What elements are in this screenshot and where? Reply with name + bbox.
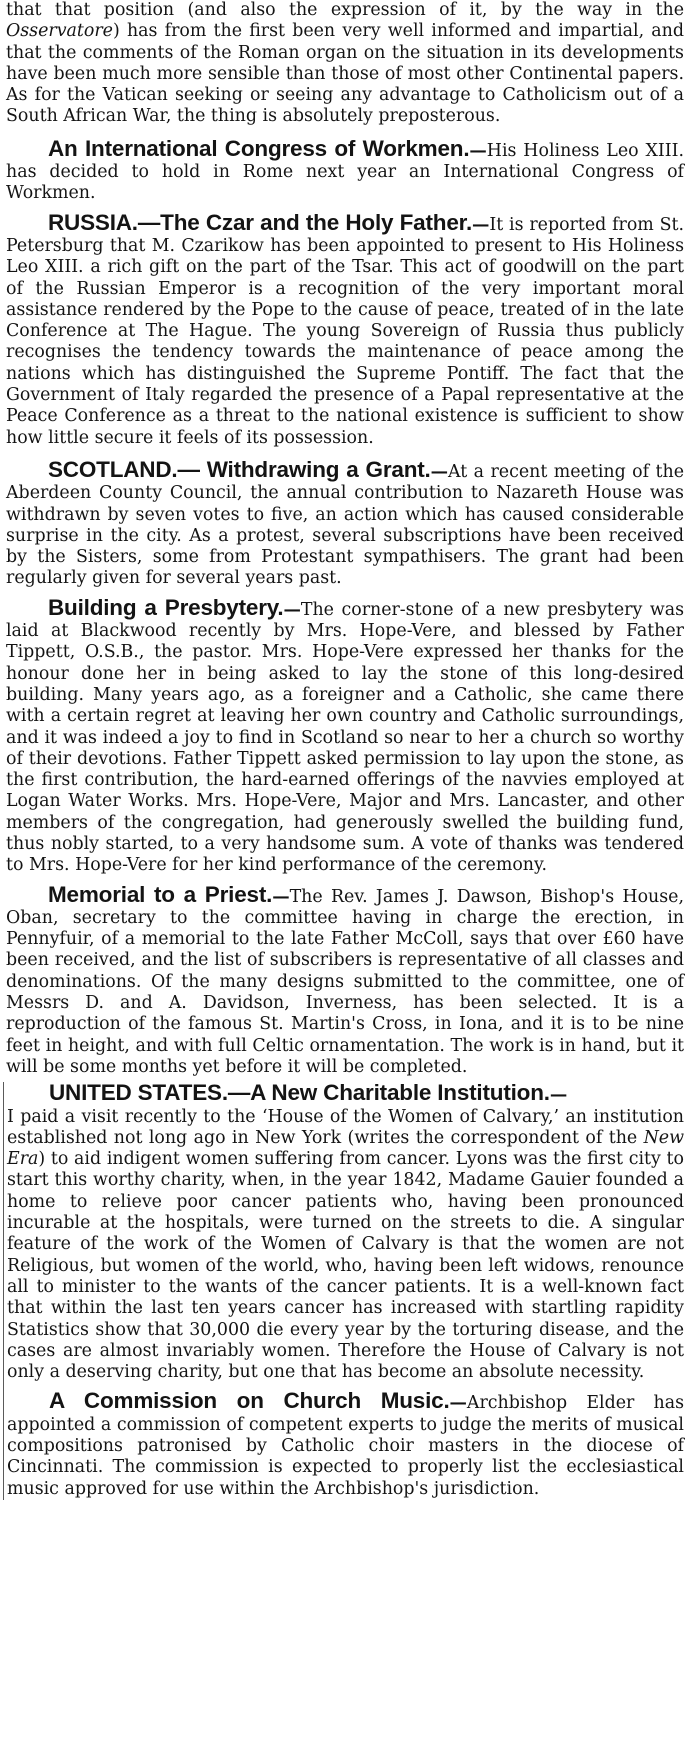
presbytery-dash: — [283,599,301,620]
presbytery-heading: Building a Presbytery. [48,594,284,620]
intro-text-a: that that position (and also the expression of it, by the way in the [6,0,684,20]
russia-heading: RUSSIA.—The Czar and the Holy Father. [48,209,473,235]
presbytery-body: The corner-stone of a new presbytery was laid at Blackwood recently by Mrs. Hope-Vere, and blessed by Father Tippett, O.S.B., the pastor. Mrs. Hope-Vere expressed her thanks for the honour done her in being asked to lay the stone of this long-desired building. Many years ago, as a foreigner and a Catholic, she came there with a certain regret at leaving her own country and Catholic surroundings, and it was indeed a joy to find in Scotland so near to her a church so worthy of their devotions. Father Tippett asked permission to lay upon the stone, as the first contribution, the hard-earned offerings of the navvies employed at Logan Water Works. Mrs. Hope-Vere, Major and Mrs. Lancaster, and other members of the congregation, had generously swelled the building fund, thus nobly started, to a very handsome sum. A vote of thanks was tendered to Mrs. Hope-Vere for her kind performance of the ceremony. [6,599,684,876]
article-united-states [7,1082,684,1106]
article-scotland [6,456,684,590]
congress-dash: — [469,140,487,161]
scotland-dash: — [430,461,448,482]
united-states-body-a: I paid a visit recently to the ‘House of the Women of Calvary,’ an institution established not long ago in New York (writes the correspondent of the [7,1106,684,1148]
russia-body: It is reported from St. Petersburg that M. Czarikow has been appointed to present to His Holiness Leo XIII. a rich gift on the part of the Tsar. This act of goodwill on the part of the Russian Emperor is a recognition of the very important moral assistance rendered by the Pope to the cause of peace, treated of in the late Conference at The Hague. The young Sovereign of Russia thus publicly recognises the tendency towards the maintenance of peace among the nations which has distinguished the Supreme Pontiff. The fact that the Government of Italy regarded the presence of a Papal representative at the Peace Conference as a threat to the national existence is sufficient to show how little secure it feels of its possession. [6,214,685,448]
united-states-heading: UNITED STATES.—A New Charitable Institution. [49,1080,550,1106]
church-music-body: Archbishop Elder has appointed a commission of competent experts to judge the merits of musical compositions patronised by Catholic choir masters in the diocese of Cincinnati. The commission is expected to properly list the ecclesiastical music approved for use within the Archbishop's jurisdiction. [7,1393,684,1499]
russia-dash: — [472,214,490,235]
memorial-heading: Memorial to a Priest. [48,881,273,907]
intro-italic-name: Osservatore [6,21,113,42]
united-states-italic-name: New Era [7,1127,684,1170]
article-church-music [7,1390,684,1499]
memorial-dash: — [272,886,290,907]
intro-text-b: ) has from the first been very well informed and impartial, and that the comments of the Roman organ on the situation in its developments have been much more sensible than those of most other Continental papers. As for the Vatican seeking or seeing any advantage to Catholicism out of a South African War, the thing is absolutely preposterous. [6,21,684,127]
church-music-heading: A Commission on Church Music. [49,1388,450,1414]
united-states-body-paragraph [7,1107,684,1384]
scotland-body: At a recent meeting of the Aberdeen County Council, the annual contribution to Nazareth House was withdrawn by seven votes to five, an action which has caused considerable surprise in the city. As a protest, several subscriptions have been received by the Sisters, some from Protestant sympathisers. The grant had been regularly given for several years past. [6,461,684,589]
intro-paragraph [6,0,684,128]
united-states-block [3,1082,684,1500]
scotland-heading: SCOTLAND.— Withdrawing a Grant. [48,456,431,482]
united-states-dash: — [549,1085,568,1106]
article-congress [6,135,684,205]
article-russia [6,209,685,449]
congress-body: His Holiness Leo XIII. has decided to hold in Rome next year an International Congress of Workmen. [6,140,684,204]
united-states-body-b: ) to aid indigent women suffering from cancer. Lyons was the first city to start this worthy charity, when, in the year 1842, Madame Gauier founded a home to relieve poor cancer patients who, having been pronounced incurable at the hospitals, were turned on the streets to die. A singular feature of the work of the Women of Calvary is that the women are not Religious, but women of the world, who, having been left widows, renounce all to minister to the wants of the cancer patients. It is a well-known fact that within the last ten years cancer has increased with startling rapidity Statistics show that 30,000 die every year by the torturing disease, and the cases are almost invariably women. Therefore the House of Calvary is not only a deserving charity, but one that has become an absolute necessity. [7,1149,684,1383]
article-memorial [6,881,684,1079]
church-music-dash: — [449,1393,467,1414]
article-presbytery [6,594,684,877]
congress-heading: An International Congress of Workmen. [48,135,470,161]
memorial-body: The Rev. James J. Dawson, Bishop's House, Oban, secretary to the committee having in charge the erection, in Pennyfuir, of a memorial to the late Father McColl, says that over £60 have been received, and the list of subscribers is representative of all classes and denominations. Of the many designs submitted to the committee, one of Messrs D. and A. Davidson, Inverness, has been selected. It is a reproduction of the famous St. Martin's Cross, in Iona, and it is to be nine feet in height, and with full Celtic ornamentation. The work is in hand, but it will be some months yet before it will be completed. [6,886,684,1077]
